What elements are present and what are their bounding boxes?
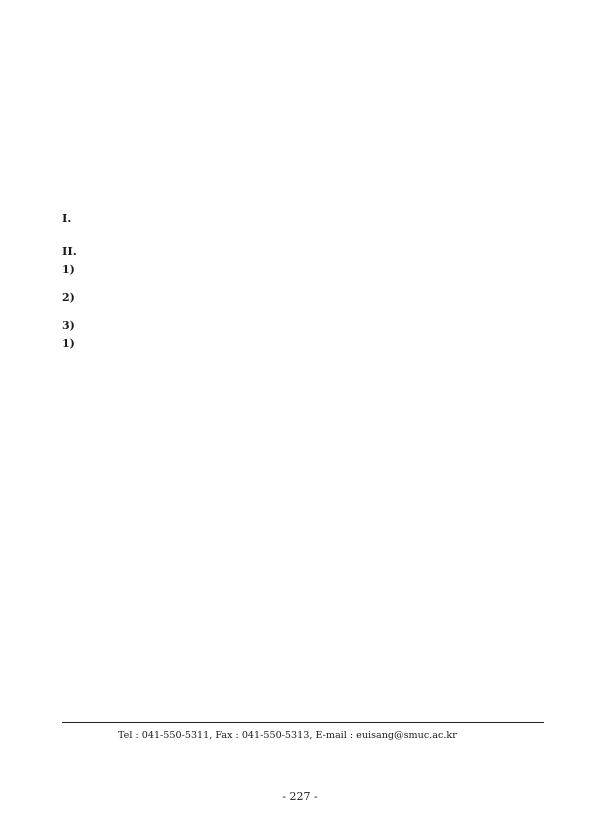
subsection-heading: 1): [62, 263, 75, 276]
section-heading-introduction: I.: [62, 211, 72, 225]
subsection-heading: 3): [62, 319, 75, 332]
subsubsection-heading: 1): [62, 337, 75, 350]
page-number: - 227 -: [282, 790, 318, 803]
subsection-heading: 2): [62, 291, 75, 304]
section-heading-methods: II.: [62, 244, 77, 258]
footnote-contact: Tel : 041-550-5311, Fax : 041-550-5313, E-mail : euisang@smuc.ac.kr: [118, 730, 457, 741]
contact-footnote: [62, 722, 544, 744]
paper-body: [62, 210, 544, 354]
